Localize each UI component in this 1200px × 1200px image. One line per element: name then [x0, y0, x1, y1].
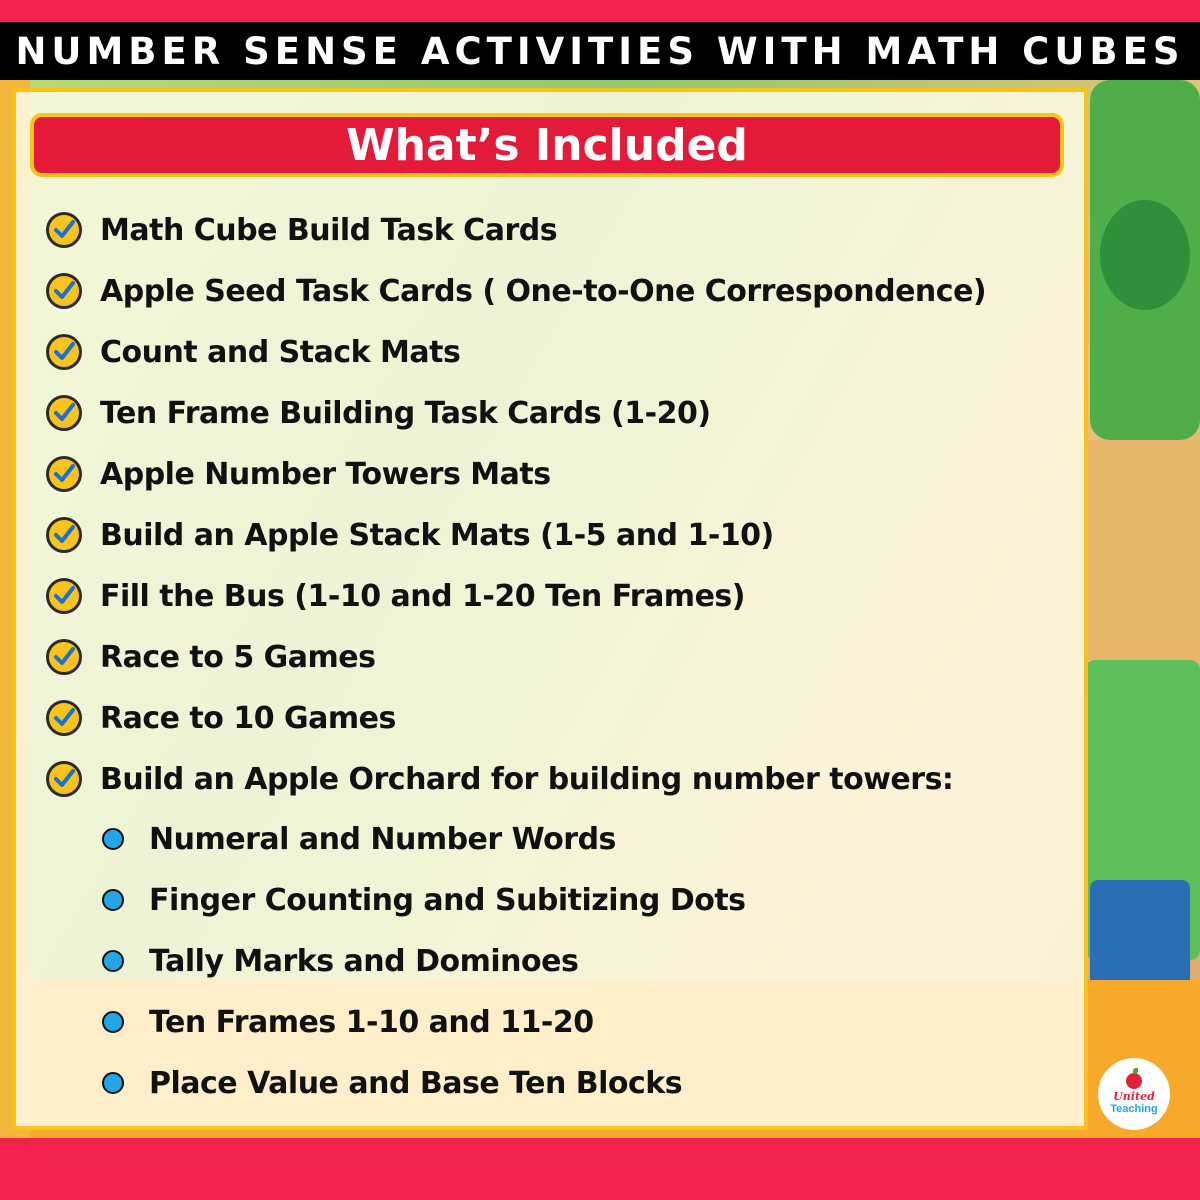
checkmark-circle-icon: [46, 761, 82, 797]
checkmark-circle-icon: [46, 395, 82, 431]
list-item-label: Math Cube Build Task Cards: [100, 212, 558, 248]
sub-list-item: [102, 1058, 682, 1108]
checkmark-circle-icon: [46, 273, 82, 309]
checkmark-circle-icon: [46, 334, 82, 370]
section-heading: What’s Included: [346, 119, 748, 171]
list-item: [46, 266, 986, 316]
list-item-label: Build an Apple Orchard for building number towers:: [100, 761, 954, 797]
top-accent-bar: [0, 0, 1200, 22]
list-item: [46, 632, 375, 682]
sub-list-item: [102, 875, 746, 925]
sub-list-item: [102, 814, 616, 864]
sub-list-item-label: Ten Frames 1-10 and 11-20: [149, 1004, 594, 1040]
sub-list-item: [102, 936, 578, 986]
subtitle-banner: [30, 113, 1064, 177]
list-item: [46, 205, 557, 255]
checkmark-circle-icon: [46, 212, 82, 248]
list-item: [46, 327, 460, 377]
sub-list-item-label: Tally Marks and Dominoes: [149, 943, 579, 979]
sub-list-item-label: Place Value and Base Ten Blocks: [149, 1065, 683, 1101]
checkmark-circle-icon: [46, 456, 82, 492]
logo-text-united: United: [1113, 1090, 1155, 1103]
checkmark-circle-icon: [46, 517, 82, 553]
list-item-label: Ten Frame Building Task Cards (1-20): [100, 395, 711, 431]
blue-dot-icon: [102, 889, 124, 911]
list-item: [46, 449, 551, 499]
header-bar: [0, 22, 1200, 80]
logo-text-teaching: Teaching: [1110, 1103, 1158, 1115]
list-item-label: Fill the Bus (1-10 and 1-20 Ten Frames): [100, 578, 745, 614]
list-item: [46, 510, 774, 560]
list-item-label: Count and Stack Mats: [100, 334, 461, 370]
sub-list-item-label: Finger Counting and Subitizing Dots: [149, 882, 746, 918]
list-item-label: Race to 10 Games: [100, 700, 396, 736]
page-title: NUMBER SENSE ACTIVITIES WITH MATH CUBES: [15, 29, 1185, 73]
list-item: [46, 693, 396, 743]
checkmark-circle-icon: [46, 639, 82, 675]
blue-dot-icon: [102, 828, 124, 850]
list-item: [46, 571, 745, 621]
list-item-label: Race to 5 Games: [100, 639, 376, 675]
blue-dot-icon: [102, 1072, 124, 1094]
list-item-label: Apple Seed Task Cards ( One-to-One Correspondence): [100, 273, 987, 309]
brand-logo: [1098, 1058, 1170, 1130]
apple-icon: [1126, 1073, 1142, 1089]
sub-list-item: [102, 997, 594, 1047]
blue-dot-icon: [102, 950, 124, 972]
list-item-label: Build an Apple Stack Mats (1-5 and 1-10): [100, 517, 774, 553]
sub-list-item-label: Numeral and Number Words: [149, 821, 616, 857]
checkmark-circle-icon: [46, 578, 82, 614]
checkmark-circle-icon: [46, 700, 82, 736]
list-item: [46, 754, 953, 804]
list-item-label: Apple Number Towers Mats: [100, 456, 551, 492]
bottom-accent-bar: [0, 1138, 1200, 1200]
blue-dot-icon: [102, 1011, 124, 1033]
list-item: [46, 388, 711, 438]
